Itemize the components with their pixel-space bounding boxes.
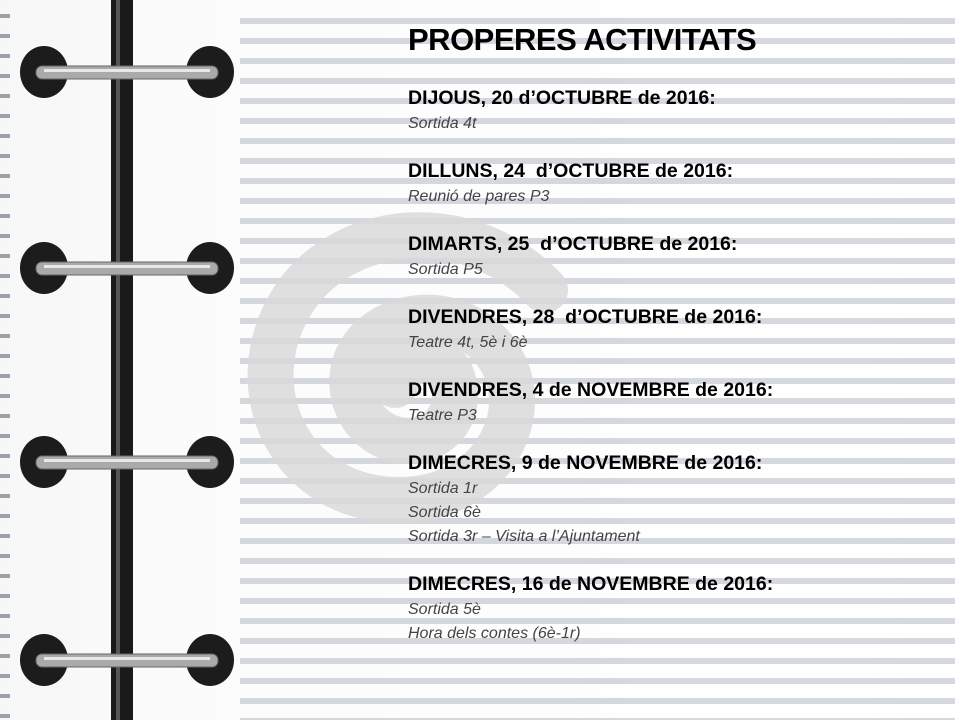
- margin-tick: [0, 94, 10, 98]
- margin-tick: [0, 114, 10, 118]
- margin-tick: [0, 694, 10, 698]
- event-item: [408, 303, 948, 355]
- margin-tick: [0, 154, 10, 158]
- margin-tick: [0, 354, 10, 358]
- margin-tick: [0, 274, 10, 278]
- margin-tick: [0, 294, 10, 298]
- margin-tick: [0, 374, 10, 378]
- margin-tick: [0, 554, 10, 558]
- margin-tick: [0, 474, 10, 478]
- event-activity: Sortida 3r – Visita a l’Ajuntament: [408, 528, 640, 545]
- event-activity: Sortida P5: [408, 261, 483, 278]
- event-date: DILLUNS, 24 d’OCTUBRE de 2016:: [408, 160, 734, 182]
- margin-tick: [0, 714, 10, 718]
- events-list: [408, 84, 948, 646]
- margin-tick: [0, 654, 10, 658]
- event-item: [408, 570, 948, 646]
- margin-tick: [0, 634, 10, 638]
- margin-tick: [0, 74, 10, 78]
- ruled-line: [240, 678, 955, 684]
- event-date: DIVENDRES, 4 de NOVEMBRE de 2016:: [408, 379, 774, 401]
- margin-tick: [0, 514, 10, 518]
- margin-tick: [0, 614, 10, 618]
- event-activity: Sortida 4t: [408, 115, 477, 132]
- margin-tick: [0, 454, 10, 458]
- margin-tick: [0, 334, 10, 338]
- margin-tick: [0, 594, 10, 598]
- margin-tick: [0, 174, 10, 178]
- event-item: [408, 157, 948, 209]
- margin-tick: [0, 14, 10, 18]
- margin-tick: [0, 534, 10, 538]
- margin-tick: [0, 674, 10, 678]
- margin-tick: [0, 134, 10, 138]
- left-margin-ticks: [0, 14, 10, 718]
- margin-tick: [0, 194, 10, 198]
- spiral-binding-spine: [111, 0, 133, 720]
- margin-tick: [0, 434, 10, 438]
- margin-tick: [0, 494, 10, 498]
- event-activity: Teatre P3: [408, 407, 477, 424]
- ruled-line: [240, 698, 955, 704]
- event-activity: Sortida 6è: [408, 504, 481, 521]
- event-item: [408, 449, 948, 549]
- event-activity: Hora dels contes (6è-1r): [408, 625, 581, 642]
- activities-panel: [408, 18, 948, 667]
- margin-tick: [0, 254, 10, 258]
- event-date: DIMECRES, 16 de NOVEMBRE de 2016:: [408, 573, 774, 595]
- margin-tick: [0, 34, 10, 38]
- margin-tick: [0, 414, 10, 418]
- margin-tick: [0, 314, 10, 318]
- event-activity: Reunió de pares P3: [408, 188, 550, 205]
- event-date: DIVENDRES, 28 d’OCTUBRE de 2016:: [408, 306, 763, 328]
- event-activity: Sortida 1r: [408, 480, 478, 497]
- margin-tick: [0, 234, 10, 238]
- page-title: PROPERES ACTIVITATS: [408, 22, 757, 57]
- margin-tick: [0, 394, 10, 398]
- margin-tick: [0, 54, 10, 58]
- margin-tick: [0, 574, 10, 578]
- event-activity: Sortida 5è: [408, 601, 481, 618]
- event-date: DIMARTS, 25 d’OCTUBRE de 2016:: [408, 233, 738, 255]
- event-date: DIJOUS, 20 d’OCTUBRE de 2016:: [408, 87, 716, 109]
- event-activity: Teatre 4t, 5è i 6è: [408, 334, 528, 351]
- event-item: [408, 376, 948, 428]
- event-item: [408, 230, 948, 282]
- margin-tick: [0, 214, 10, 218]
- event-date: DIMECRES, 9 de NOVEMBRE de 2016:: [408, 452, 763, 474]
- event-item: [408, 84, 948, 136]
